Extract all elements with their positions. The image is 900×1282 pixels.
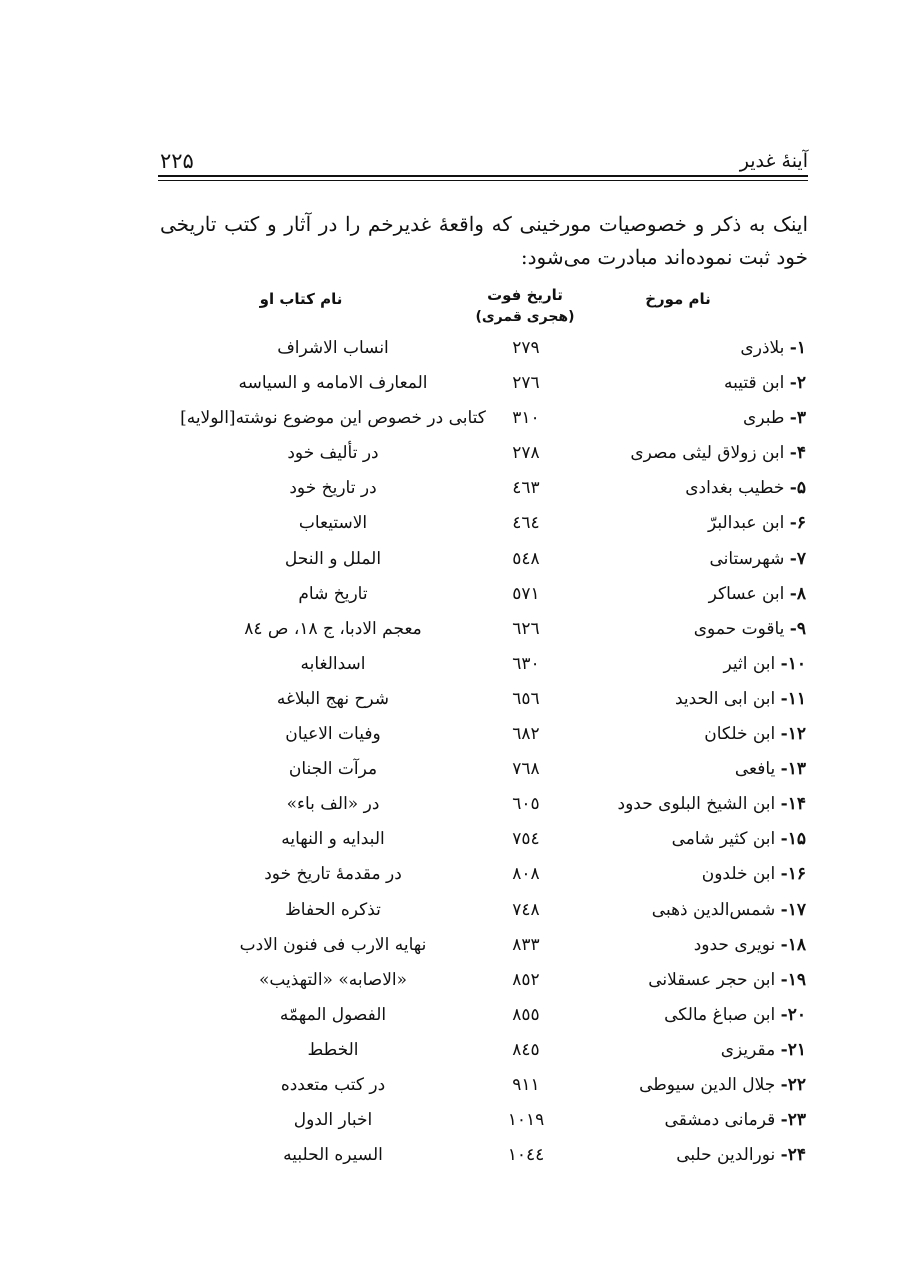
historian-name-cell — [709, 544, 806, 574]
death-date-cell: ۳۱۰ — [512, 408, 540, 429]
historian-name: ابن اثیر — [723, 653, 776, 674]
table-row — [158, 859, 808, 894]
death-date-cell: ٥۷۱ — [512, 583, 540, 604]
death-date-cell: ۷٦۸ — [512, 759, 540, 780]
book-title-cell: در مقدمهٔ تاریخ خود — [264, 864, 402, 885]
table-row — [158, 824, 808, 859]
death-date-cell: ۲۷۹ — [512, 338, 540, 358]
table-row — [158, 368, 808, 403]
row-number: ۲۳- — [780, 1110, 806, 1131]
death-date-cell: ۹۱۱ — [512, 1074, 540, 1095]
historian-name: خطیب بغدادی — [685, 478, 785, 499]
book-title-cell: وفیات الاعیان — [285, 724, 381, 745]
column-header-date-sub: (هجری قمری) — [475, 309, 575, 325]
book-title-cell: انساب الاشراف — [277, 338, 389, 358]
row-number: ۶- — [789, 513, 806, 534]
row-number: ۱۲- — [780, 724, 806, 745]
book-title-cell: نهایه الارب فی فنون الادب — [239, 934, 427, 955]
historian-name-cell — [630, 438, 806, 468]
book-title-cell: «الاصابه» «التهذیب» — [258, 969, 408, 990]
historian-name-cell — [648, 965, 806, 995]
table-row — [158, 965, 808, 1000]
death-date-cell: ۸٥٥ — [512, 1004, 540, 1025]
column-header-death-date — [470, 284, 580, 328]
table-row — [158, 649, 808, 684]
historian-name: ابن قتیبه — [723, 373, 785, 394]
page-number: ۲۲۵ — [160, 149, 194, 173]
table-row — [158, 895, 808, 930]
table-row — [158, 684, 808, 719]
death-date-cell: ۸۳۳ — [512, 934, 540, 955]
table-row — [158, 1140, 808, 1175]
historian-name-cell — [675, 684, 806, 714]
table-row — [158, 1000, 808, 1035]
row-number: ۱۸- — [780, 934, 806, 955]
historian-name-cell — [704, 719, 806, 749]
historian-name-cell — [618, 789, 806, 819]
historian-name-cell — [702, 859, 806, 889]
historian-name: شمس‌الدین ذهبی — [651, 899, 776, 920]
historian-name-cell — [743, 403, 806, 433]
historian-name-cell — [740, 333, 806, 363]
row-number: ۴- — [789, 443, 806, 464]
historian-name-cell — [664, 1000, 806, 1030]
historian-name: ابن کثیر شامی — [671, 829, 776, 850]
historian-name: یاقوت حموی — [693, 618, 785, 639]
row-number: ۵- — [789, 478, 806, 499]
column-header-book: نام کتاب او — [259, 290, 343, 308]
row-number: ۲۰- — [780, 1004, 806, 1025]
historian-name: ابن ابی الحدید — [674, 688, 776, 709]
historian-name-cell — [639, 1070, 806, 1100]
historian-name-cell — [652, 895, 806, 925]
historian-name-cell — [735, 754, 806, 784]
table-row — [158, 1035, 808, 1070]
book-title-cell: تذکره الحفاظ — [285, 899, 381, 920]
historian-name: یافعی — [734, 759, 776, 780]
running-title: آینهٔ غدیر — [739, 150, 808, 172]
death-date-cell: ۲۷۸ — [512, 443, 540, 464]
historian-name: شهرستانی — [709, 548, 785, 569]
table-row — [158, 789, 808, 824]
historian-name-cell — [721, 1035, 806, 1065]
book-title-cell: البدایه و النهایه — [281, 829, 385, 850]
death-date-cell: ٦۰٥ — [512, 794, 540, 815]
row-number: ۲۱- — [780, 1039, 806, 1060]
historian-name-cell — [672, 824, 806, 854]
row-number: ۷- — [789, 548, 806, 569]
death-date-cell: ٦۳۰ — [512, 653, 540, 674]
death-date-cell: ۸۰۸ — [512, 864, 540, 885]
column-header-historian: نام مورخ — [645, 290, 711, 308]
book-title-cell: المعارف الامامه و السیاسه — [238, 373, 428, 394]
book-title-cell: کتابی در خصوص این موضوع نوشته[الولایه] — [180, 408, 486, 429]
book-title-cell: در تاریخ خود — [289, 478, 377, 499]
table-row — [158, 473, 808, 508]
historian-name: ابن زولاق لیثی مصری — [630, 443, 785, 464]
death-date-cell: ٦۸۲ — [512, 724, 540, 745]
table-row — [158, 579, 808, 614]
historian-name-cell — [709, 579, 806, 609]
table-row — [158, 403, 808, 438]
death-date-cell: ٦۲٦ — [512, 618, 540, 639]
table-row — [158, 438, 808, 473]
row-number: ۳- — [789, 408, 806, 429]
row-number: ۹- — [789, 618, 806, 639]
historian-name: ابن خلدون — [701, 864, 776, 885]
historian-name: نویری حدود — [693, 934, 776, 955]
historian-name: ابن عبدالبرّ — [707, 513, 785, 534]
header-rule-thick — [158, 175, 808, 177]
death-date-cell: ٤٦۳ — [512, 478, 540, 499]
book-title-cell: الملل و النحل — [284, 548, 382, 569]
historian-name-cell — [708, 508, 806, 538]
book-title-cell: السیره الحلبیه — [283, 1145, 383, 1166]
row-number: ۱۷- — [780, 899, 806, 920]
book-title-cell: الخطط — [307, 1039, 359, 1060]
death-date-cell: ۷٥٤ — [512, 829, 540, 850]
book-title-cell: تاریخ شام — [298, 583, 368, 604]
table-row — [158, 754, 808, 789]
book-title-cell: الاستیعاب — [298, 513, 368, 534]
death-date-cell: ٥٤۸ — [512, 548, 540, 569]
row-number: ۱- — [789, 338, 806, 358]
historian-name: ابن عساکر — [708, 583, 785, 604]
table-row — [158, 614, 808, 649]
historian-name: بلاذری — [740, 338, 785, 358]
header-rule-thin — [158, 180, 808, 181]
row-number: ۸- — [789, 583, 806, 604]
row-number: ۲۴- — [780, 1145, 806, 1166]
row-number: ۱۶- — [780, 864, 806, 885]
death-date-cell: ۸٤٥ — [512, 1039, 540, 1060]
historian-name: ابن صباغ مالکی — [664, 1004, 776, 1025]
row-number: ۲- — [789, 373, 806, 394]
row-number: ۱۱- — [780, 688, 806, 709]
book-title-cell: الفصول المهمّه — [279, 1004, 387, 1025]
death-date-cell: ۷٤۸ — [512, 899, 540, 920]
book-title-cell: در کتب متعدده — [280, 1074, 386, 1095]
row-number: ۱۵- — [780, 829, 806, 850]
historian-name: قرمانی دمشقی — [664, 1110, 776, 1131]
death-date-cell: ۸٥۲ — [512, 969, 540, 990]
historian-name-cell — [694, 930, 806, 960]
book-title-cell: در «الف باء» — [286, 794, 380, 815]
intro-paragraph: اینک به ذکر و خصوصیات مورخینی که واقعهٔ غدیرخم را در آثار و کتب تاریخی خود ثبت نموده‌اند مبادرت می‌شود: — [160, 212, 808, 269]
book-title-cell: در تألیف خود — [287, 443, 379, 464]
historian-name: ابن خلکان — [704, 724, 776, 745]
death-date-cell: ٦٥٦ — [512, 688, 540, 709]
table-row — [158, 508, 808, 543]
table-row — [158, 1070, 808, 1105]
table-row — [158, 1105, 808, 1140]
row-number: ۱۹- — [780, 969, 806, 990]
death-date-cell: ۲۷٦ — [512, 373, 540, 394]
historian-name: مقریزی — [720, 1039, 776, 1060]
historian-name-cell — [676, 1140, 806, 1170]
historian-name: نورالدین حلبی — [676, 1145, 776, 1166]
historian-name-cell — [685, 473, 806, 503]
historian-name: طبری — [743, 408, 785, 429]
book-title-cell: اخبار الدول — [293, 1110, 373, 1131]
row-number: ۲۲- — [780, 1074, 806, 1095]
table-row — [158, 544, 808, 579]
historian-name-cell — [724, 368, 806, 398]
table-row — [158, 333, 808, 368]
row-number: ۱۴- — [780, 794, 806, 815]
historian-name: ابن حجر عسقلانی — [648, 969, 776, 990]
page-header — [158, 147, 808, 177]
death-date-cell: ۱۰٤٤ — [507, 1145, 545, 1166]
historian-name-cell — [665, 1105, 806, 1135]
table-header — [158, 280, 808, 330]
historian-name-cell — [694, 614, 806, 644]
book-title-cell: شرح نهج البلاغه — [276, 688, 390, 709]
historian-name-cell — [724, 649, 807, 679]
book-title-cell: معجم الادبا، ج ۱۸، ص ۸٤ — [244, 618, 422, 639]
table-row — [158, 719, 808, 754]
historians-table — [158, 333, 808, 1175]
death-date-cell: ۱۰۱۹ — [507, 1110, 545, 1131]
historian-name: جلال الدین سیوطی — [639, 1074, 776, 1095]
table-row — [158, 930, 808, 965]
death-date-cell: ٤٦٤ — [512, 513, 540, 534]
historian-name: ابن الشیخ البلوی حدود — [617, 794, 776, 815]
book-title-cell: اسدالغابه — [300, 653, 366, 674]
row-number: ۱۰- — [780, 653, 806, 674]
column-header-date-label: تاریخ فوت — [487, 286, 563, 304]
row-number: ۱۳- — [780, 759, 806, 780]
book-title-cell: مرآت الجنان — [288, 759, 378, 780]
